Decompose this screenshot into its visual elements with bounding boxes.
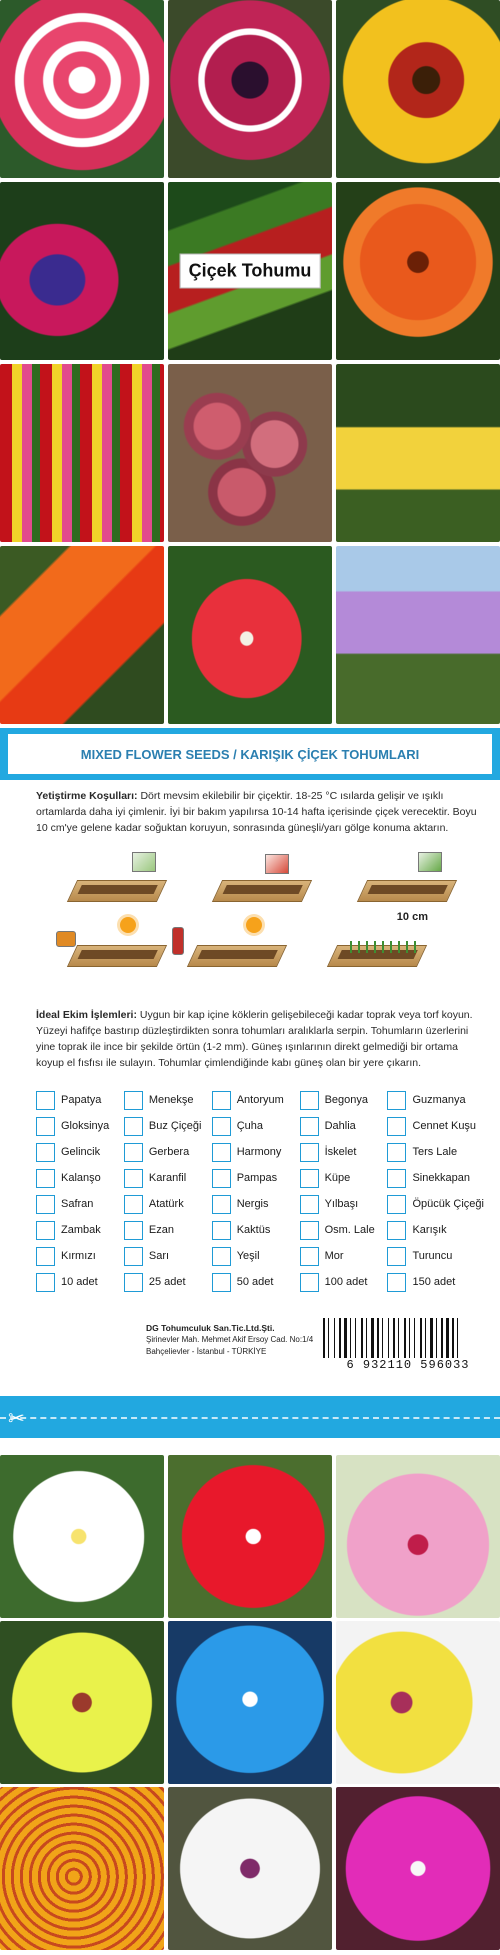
cut-line-band: [0, 1396, 500, 1438]
seed-packet-icon: [132, 852, 156, 872]
photo-orchid-red: [168, 1455, 332, 1618]
checklist-item[interactable]: [212, 1245, 300, 1267]
company-address-line2: Bahçelievler - İstanbul - TÜRKİYE: [146, 1347, 267, 1356]
checklist-item-label: Turuncu: [412, 1250, 453, 1262]
orchid-photo-grid: [0, 1455, 500, 1950]
barcode-bar: [414, 1318, 415, 1358]
checklist-item[interactable]: [36, 1141, 124, 1163]
barcode-bar: [436, 1318, 437, 1358]
photo-dahlia: [336, 0, 500, 178]
height-label: 10 cm: [396, 911, 428, 923]
checklist-item[interactable]: [212, 1219, 300, 1241]
checkbox[interactable]: [124, 1273, 143, 1292]
checklist-item[interactable]: [300, 1115, 388, 1137]
checklist-item-label: Ezan: [148, 1224, 174, 1236]
checkbox[interactable]: [36, 1247, 55, 1266]
checklist-item-label: Çuha: [236, 1120, 264, 1132]
barcode-bar: [323, 1318, 325, 1358]
checklist-item[interactable]: [124, 1089, 212, 1111]
checklist-item[interactable]: [387, 1245, 484, 1267]
seed-packet-icon: [265, 854, 289, 874]
checklist-item-label: Buz Çiçeği: [148, 1120, 202, 1132]
photo-crown-imperial: [336, 364, 500, 542]
barcode-bar: [371, 1318, 374, 1358]
checklist-item[interactable]: [387, 1167, 484, 1189]
checklist-item-label: Gloksinya: [61, 1120, 110, 1132]
checklist-item-label: 10 adet: [61, 1276, 98, 1288]
title-label: [180, 254, 321, 289]
photo-orchid-blue: [168, 1621, 332, 1784]
checklist-item[interactable]: [36, 1089, 124, 1111]
checklist-item[interactable]: [300, 1245, 388, 1267]
checklist-item[interactable]: [212, 1141, 300, 1163]
photo-pampas-grass: [336, 546, 500, 724]
barcode-bar: [420, 1318, 422, 1358]
checklist-item-label: Ters Lale: [412, 1146, 458, 1158]
checklist-item[interactable]: [36, 1245, 124, 1267]
checklist-item[interactable]: [36, 1167, 124, 1189]
section-header-title: MIXED FLOWER SEEDS / KARIŞIK ÇİÇEK TOHUMLARI: [80, 746, 420, 762]
photo-anthurium: [168, 546, 332, 724]
barcode-bar: [393, 1318, 395, 1358]
checkbox[interactable]: [212, 1195, 231, 1214]
checkbox[interactable]: [300, 1117, 319, 1136]
checklist-item[interactable]: [212, 1193, 300, 1215]
barcode-bar: [344, 1318, 347, 1358]
checklist-item-label: Pampas: [236, 1172, 278, 1184]
checklist-item[interactable]: [300, 1193, 388, 1215]
checklist-item[interactable]: [36, 1193, 124, 1215]
checklist-item[interactable]: [124, 1219, 212, 1241]
checkbox[interactable]: [124, 1195, 143, 1214]
checklist-item-label: Safran: [61, 1198, 94, 1210]
checklist-item[interactable]: [300, 1271, 388, 1293]
photo-orchid-pink: [336, 1455, 500, 1618]
barcode-bar: [388, 1318, 389, 1358]
checkbox[interactable]: [212, 1247, 231, 1266]
checklist-item[interactable]: [36, 1219, 124, 1241]
barcode-bar: [366, 1318, 367, 1358]
checkbox[interactable]: [124, 1091, 143, 1110]
checklist-item-label: 25 adet: [148, 1276, 186, 1288]
barcode-bar: [382, 1318, 383, 1358]
photo-orchid-white-purple: [168, 1787, 332, 1950]
photo-orchid-white: [0, 1455, 164, 1618]
checklist-item-label: Antoryum: [236, 1094, 284, 1106]
checklist-item[interactable]: [212, 1089, 300, 1111]
barcode-bar: [398, 1318, 399, 1358]
checkbox[interactable]: [300, 1247, 319, 1266]
barcode-bar: [446, 1318, 449, 1358]
soil-tray: [212, 880, 312, 902]
barcode-bar: [334, 1318, 335, 1358]
checklist-item-label: Küpe: [324, 1172, 351, 1184]
checklist-item[interactable]: [36, 1115, 124, 1137]
checklist-item-label: Gelincik: [61, 1146, 101, 1158]
checklist-item[interactable]: [212, 1167, 300, 1189]
barcode-bar: [441, 1318, 443, 1358]
checklist-item[interactable]: [387, 1089, 484, 1111]
checklist-item-label: Gerbera: [148, 1146, 190, 1158]
checklist-item-label: Öpücük Çiçeği: [412, 1198, 484, 1210]
checklist-item-label: 150 adet: [412, 1276, 456, 1288]
sun-icon: [246, 917, 262, 933]
scissors-icon: ✂: [8, 1408, 25, 1430]
planting-instructions-text: [36, 1007, 484, 1071]
planting-steps-illustration: [62, 852, 462, 1002]
barcode-bar: [430, 1318, 433, 1358]
checklist-item-label: Sinekkapan: [412, 1172, 470, 1184]
growing-conditions-label: Yetiştirme Koşulları:: [36, 790, 138, 802]
flower-photo-grid-top: [0, 0, 500, 724]
checkbox[interactable]: [124, 1221, 143, 1240]
sprouts: [350, 941, 420, 953]
photo-tulips: [0, 364, 164, 542]
checklist-item[interactable]: [300, 1141, 388, 1163]
checklist-item-label: İskelet: [324, 1146, 357, 1158]
checklist-item-label: Harmony: [236, 1146, 282, 1158]
step-5: [182, 917, 292, 967]
checkbox[interactable]: [212, 1143, 231, 1162]
checkbox[interactable]: [212, 1091, 231, 1110]
growing-conditions-body: Dört mevsim ekilebilir bir çiçektir. 18-25 °C ısılarda gelişir ve ışıklı ortamlarda daha iyi çimlenir. İyi bir bakım yapılırsa 10-14 hafta içerisinde çiçek verecektir. Boyu 10 cm'ye gelene kadar soğuktan koruyun, sonrasında güneşli/yarı gölge konuma aktarın.: [36, 790, 477, 834]
checklist-item-label: Papatya: [61, 1094, 102, 1106]
checklist-item-label: Sarı: [148, 1250, 170, 1262]
checkbox[interactable]: [387, 1195, 406, 1214]
checkbox[interactable]: [387, 1247, 406, 1266]
sun-icon: [120, 917, 136, 933]
photo-lithops: [168, 364, 332, 542]
checkbox[interactable]: [124, 1117, 143, 1136]
company-name: DG Tohumculuk San.Tic.Ltd.Şti.: [146, 1323, 275, 1333]
checkbox[interactable]: [212, 1169, 231, 1188]
checklist-item-label: Karışık: [412, 1224, 447, 1236]
checkbox[interactable]: [300, 1143, 319, 1162]
checkbox[interactable]: [387, 1169, 406, 1188]
barcode-bar: [404, 1318, 406, 1358]
checkbox[interactable]: [124, 1247, 143, 1266]
checklist-item-label: Zambak: [61, 1224, 101, 1236]
checklist-item-label: Yılbaşı: [324, 1198, 359, 1210]
checkbox[interactable]: [124, 1143, 143, 1162]
checkbox[interactable]: [212, 1221, 231, 1240]
checklist-item[interactable]: [387, 1271, 484, 1293]
soil-tray: [357, 880, 457, 902]
checkbox[interactable]: [124, 1169, 143, 1188]
checklist-item-label: Guzmanya: [412, 1094, 466, 1106]
checklist-item-label: Kırmızı: [61, 1250, 96, 1262]
soil-tray: [67, 880, 167, 902]
company-info: [146, 1322, 313, 1358]
checkbox[interactable]: [36, 1221, 55, 1240]
checklist-item-label: Osm. Lale: [324, 1224, 375, 1236]
checklist-item-label: Begonya: [324, 1094, 369, 1106]
checklist-item-label: Mor: [324, 1250, 344, 1262]
flower-type-checklist: [36, 1089, 484, 1293]
step-3: [352, 852, 462, 902]
checkbox[interactable]: [387, 1143, 406, 1162]
spray-bottle-icon: [172, 927, 184, 955]
photo-orchid-magenta: [336, 1787, 500, 1950]
section-header-band: [0, 728, 500, 780]
checkbox[interactable]: [36, 1143, 55, 1162]
checklist-item[interactable]: [212, 1271, 300, 1293]
growing-conditions-text: [36, 788, 484, 836]
step-6: [322, 911, 432, 967]
checkbox[interactable]: [387, 1221, 406, 1240]
checkbox[interactable]: [212, 1117, 231, 1136]
page-title: Çiçek Tohumu: [188, 260, 312, 281]
company-address-line1: Şirinevler Mah. Mehmet Akif Ersoy Cad. No:1/4: [146, 1335, 314, 1344]
checklist-item-label: Yeşil: [236, 1250, 260, 1262]
checklist-item[interactable]: [124, 1115, 212, 1137]
barcode-bar: [452, 1318, 454, 1358]
section-header-inner: [8, 734, 492, 774]
checklist-item-label: Kaktüs: [236, 1224, 271, 1236]
checklist-item-label: Karanfil: [148, 1172, 187, 1184]
checkbox[interactable]: [300, 1221, 319, 1240]
checklist-item-label: Cennet Kuşu: [412, 1120, 477, 1132]
checkbox[interactable]: [36, 1273, 55, 1292]
checklist-item[interactable]: [124, 1193, 212, 1215]
checklist-item[interactable]: [387, 1141, 484, 1163]
photo-orchid-yellow: [336, 1621, 500, 1784]
step-2: [207, 852, 317, 902]
checklist-item[interactable]: [212, 1115, 300, 1137]
checklist-item[interactable]: [387, 1115, 484, 1137]
barcode-bar: [339, 1318, 341, 1358]
checkbox[interactable]: [300, 1091, 319, 1110]
checklist-item[interactable]: [124, 1167, 212, 1189]
planting-instructions-body: Uygun bir kap içine köklerin gelişebileceği kadar toprak veya torf koyun. Yüzeyi hafifçe bastırıp düzleştirdikten sonra tohumları aralıklarla serpin. Tohumların üzerlerini yine toprak ile ince bir şekilde örtün (1-2 mm). Güneş ışınlarının direkt gelmediği bir ortama koyup el fısfısı ile sulayın. Tohumlar çimlendiğinde kabı güneş olan bir yere çıkarın.: [36, 1009, 473, 1069]
checklist-item[interactable]: [124, 1245, 212, 1267]
checkbox[interactable]: [212, 1273, 231, 1292]
barcode-bar: [457, 1318, 458, 1358]
checklist-item[interactable]: [124, 1271, 212, 1293]
checklist-item[interactable]: [300, 1219, 388, 1241]
checkbox[interactable]: [300, 1273, 319, 1292]
checkbox[interactable]: [36, 1091, 55, 1110]
checkbox[interactable]: [300, 1195, 319, 1214]
barcode-bar: [328, 1318, 329, 1358]
barcode-bar: [409, 1318, 410, 1358]
photo-begonia: [0, 0, 164, 178]
checkbox[interactable]: [36, 1169, 55, 1188]
checklist-item[interactable]: [300, 1167, 388, 1189]
photo-orchid-yellow-green: [0, 1621, 164, 1784]
soil-tray: [187, 945, 287, 967]
checkbox[interactable]: [300, 1169, 319, 1188]
photo-orchid-orange-striped: [0, 1787, 164, 1950]
checklist-item-label: Atatürk: [148, 1198, 184, 1210]
checklist-item[interactable]: [387, 1193, 484, 1215]
step-1: [62, 852, 172, 902]
barcode-bar: [377, 1318, 379, 1358]
barcode-bar: [355, 1318, 356, 1358]
barcode-number: 6 932110 596033: [346, 1358, 470, 1372]
photo-fuchsia: [0, 182, 164, 360]
barcode-bars: [323, 1318, 493, 1358]
step-4: [62, 917, 172, 967]
checklist-item-label: Dahlia: [324, 1120, 356, 1132]
barcode-bar: [361, 1318, 363, 1358]
checklist-item-label: 100 adet: [324, 1276, 368, 1288]
watering-can-icon: [56, 931, 76, 947]
planting-instructions-label: İdeal Ekim İşlemleri:: [36, 1009, 137, 1021]
barcode-bar: [350, 1318, 351, 1358]
checkbox[interactable]: [387, 1091, 406, 1110]
barcode: [323, 1318, 493, 1372]
checkbox[interactable]: [36, 1117, 55, 1136]
photo-venus-flytrap: [168, 182, 332, 360]
checklist-item[interactable]: [387, 1219, 484, 1241]
checkbox[interactable]: [36, 1195, 55, 1214]
checklist-item[interactable]: [124, 1141, 212, 1163]
checklist-item[interactable]: [36, 1271, 124, 1293]
seed-packet-icon: [418, 852, 442, 872]
photo-lily: [336, 182, 500, 360]
checklist-item-label: Kalanşo: [61, 1172, 101, 1184]
photo-guzmania: [0, 546, 164, 724]
photo-gloxinia: [168, 0, 332, 178]
checkbox[interactable]: [387, 1117, 406, 1136]
checklist-item-label: Menekşe: [148, 1094, 194, 1106]
checklist-item-label: Nergis: [236, 1198, 269, 1210]
soil-tray: [67, 945, 167, 967]
checklist-item[interactable]: [300, 1089, 388, 1111]
barcode-bar: [425, 1318, 426, 1358]
checkbox[interactable]: [387, 1273, 406, 1292]
checklist-item-label: 50 adet: [236, 1276, 274, 1288]
